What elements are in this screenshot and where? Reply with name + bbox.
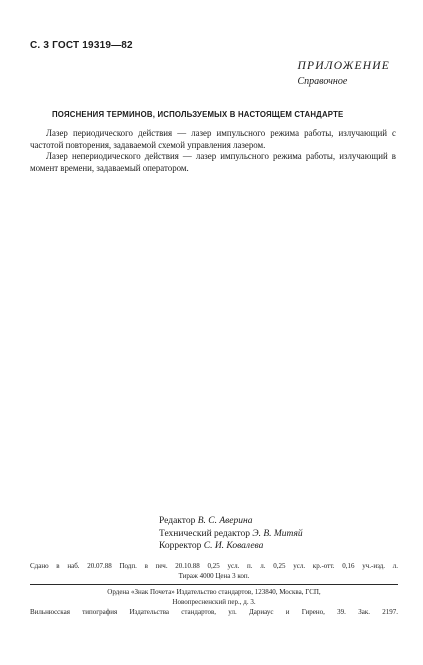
body-paragraph: Лазер периодического действия — лазер импульсного режима работы, излучающий с частотой повторения, задаваемой схемой управления лазером. <box>30 128 396 150</box>
tech-editor-label: Технический редактор <box>159 528 250 539</box>
publisher-block <box>30 588 398 607</box>
editor-label: Редактор <box>159 516 196 526</box>
imprint-line: Сдано в наб. 20.07.88 Подп. в печ. 20.10.88 0,25 усл. п. л. 0,25 усл. кр.-отт. 0,16 уч.-изд. л. <box>30 562 398 570</box>
body-text <box>30 128 396 174</box>
section-title: ПОЯСНЕНИЯ ТЕРМИНОВ, ИСПОЛЬЗУЕМЫХ В НАСТОЯЩЕМ СТАНДАРТЕ <box>52 110 344 119</box>
tech-editor-name: Э. В. Митяй <box>252 528 303 539</box>
credits-block <box>159 515 303 553</box>
publisher-line: Ордена «Знак Почета» Издательство стандартов, 123840, Москва, ГСП, <box>107 588 321 596</box>
appendix-block <box>298 60 390 87</box>
corrector-label: Корректор <box>159 541 202 551</box>
appendix-subtitle: Справочное <box>297 76 348 87</box>
imprint-block <box>30 562 398 581</box>
editor-line <box>159 515 303 528</box>
body-paragraph: Лазер непериодического действия — лазер импульсного режима работы, излучающий в момент времени, задаваемый оператором. <box>30 151 396 173</box>
tech-editor-line <box>159 528 303 541</box>
divider <box>30 584 398 585</box>
appendix-title: ПРИЛОЖЕНИЕ <box>297 60 390 72</box>
corrector-line <box>159 540 303 553</box>
publisher-line: Новопресненский пер., д. 3. <box>172 597 256 606</box>
imprint-line: Тираж 4000 Цена 3 коп. <box>178 571 250 580</box>
editor-name: В. С. Аверина <box>197 516 253 526</box>
corrector-name: С. И. Ковалева <box>203 541 264 551</box>
printer-line: Вильнюсская типография Издательства стандартов, ул. Дариаус и Гирено, 39. Зак. 2197. <box>30 608 398 616</box>
page-header: С. 3 ГОСТ 19319—82 <box>30 40 133 51</box>
